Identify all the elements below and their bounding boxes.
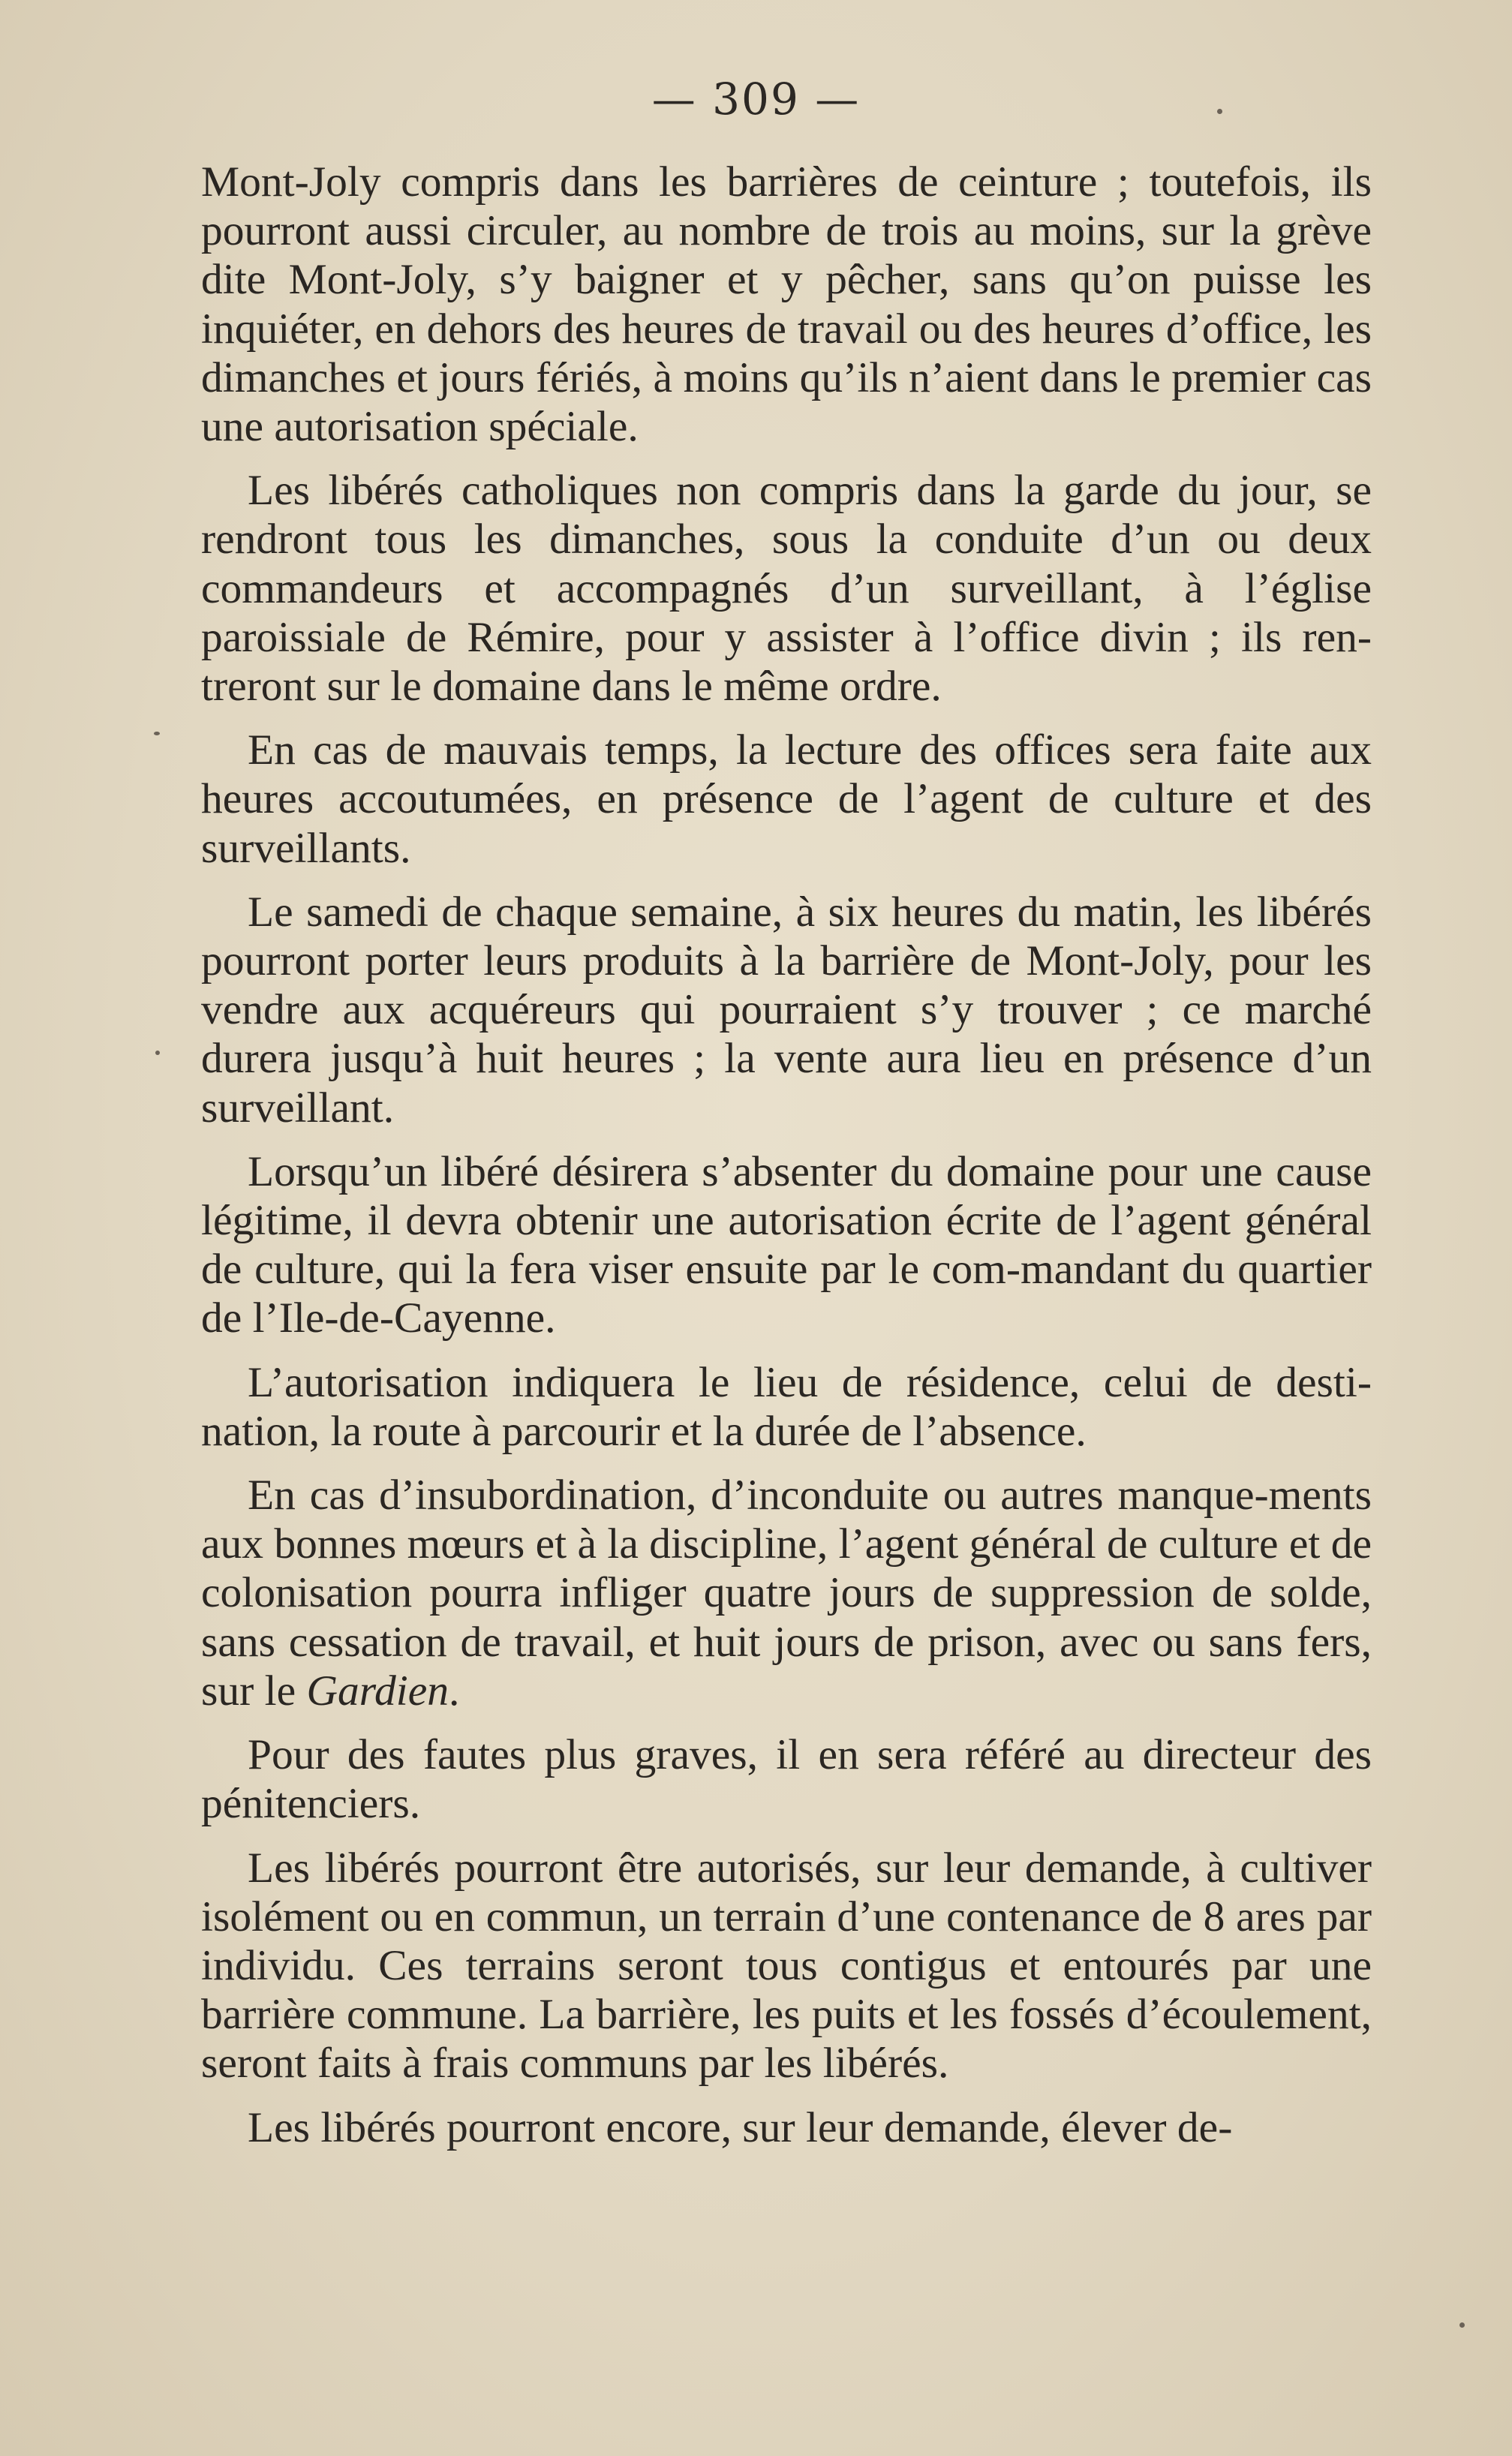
paragraph-8: Pour des fautes plus graves, il en sera référé au directeur des pénitenciers. <box>201 1731 1372 1828</box>
paper-speck <box>1459 2322 1465 2328</box>
paragraph-3: En cas de mauvais temps, la lecture des offices sera faite aux heures accoutumées, en présence de l’agent de culture et des surveillants. <box>201 726 1372 872</box>
paragraph-4: Le samedi de chaque semaine, à six heures du matin, les libérés pourront porter leurs produits à la barrière de Mont-Joly, pour les vendre aux acquéreurs qui pourraient s’y trouver ; ce marché durera jusqu’à huit heures ; la vente aura lieu en présence d’un surveillant. <box>201 888 1372 1132</box>
paper-speck <box>1217 109 1222 114</box>
paragraph-7 <box>201 1471 1372 1715</box>
paragraph-1: Mont-Joly compris dans les barrières de ceinture ; toutefois, ils pourront aussi circuler, au nombre de trois au moins, sur la grève dite Mont-Joly, s’y baigner et y pêcher, sans qu’on puisse les inquiéter, en dehors des heures de travail ou des heures d’office, les dimanches et jours fériés, à moins qu’ils n’aient dans le premier cas une autorisation spéciale. <box>201 158 1372 451</box>
paper-speck <box>154 732 160 735</box>
paper-speck <box>155 1051 160 1055</box>
ship-name-gardien: Gardien <box>306 1667 449 1715</box>
paragraph-5: Lorsqu’un libéré désirera s’absenter du domaine pour une cause légitime, il devra obtenir une autorisation écrite de l’agent général de culture, qui la fera viser ensuite par le com-mandant du quartier de l’Ile-de-Cayenne. <box>201 1147 1372 1342</box>
paragraph-9: Les libérés pourront être autorisés, sur leur demande, à cultiver isolément ou en commun, un terrain d’une contenance de 8 ares par individu. Ces terrains seront tous contigus et entourés par une barrière commune. La barrière, les puits et les fossés d’écoulement, seront faits à frais communs par les libérés. <box>201 1844 1372 2088</box>
paragraph-10: Les libérés pourront encore, sur leur demande, élever de- <box>248 2103 1233 2151</box>
paragraph-7-end: . <box>449 1667 460 1715</box>
page-number: — 309 — <box>651 74 861 125</box>
body-text <box>201 158 1372 2167</box>
paragraph-6: L’autorisation indiquera le lieu de résidence, celui de desti-nation, la route à parcourir et la durée de l’absence. <box>201 1358 1372 1455</box>
paragraph-2: Les libérés catholiques non compris dans la garde du jour, se rendront tous les dimanches, sous la conduite d’un ou deux commandeurs et accompagnés d’un surveillant, à l’église paroissiale de Rémire, pour y assister à l’office divin ; ils ren-treront sur le domaine dans le même ordre. <box>201 467 1372 711</box>
paragraph-7-text: En cas d’insubordination, d’inconduite ou autres manque-ments aux bonnes mœurs et à la discipline, l’agent général de culture et de colonisation pourra infliger quatre jours de suppression de solde, sans cessation de travail, et huit jours de prison, avec ou sans fers, sur le <box>201 1471 1372 1715</box>
